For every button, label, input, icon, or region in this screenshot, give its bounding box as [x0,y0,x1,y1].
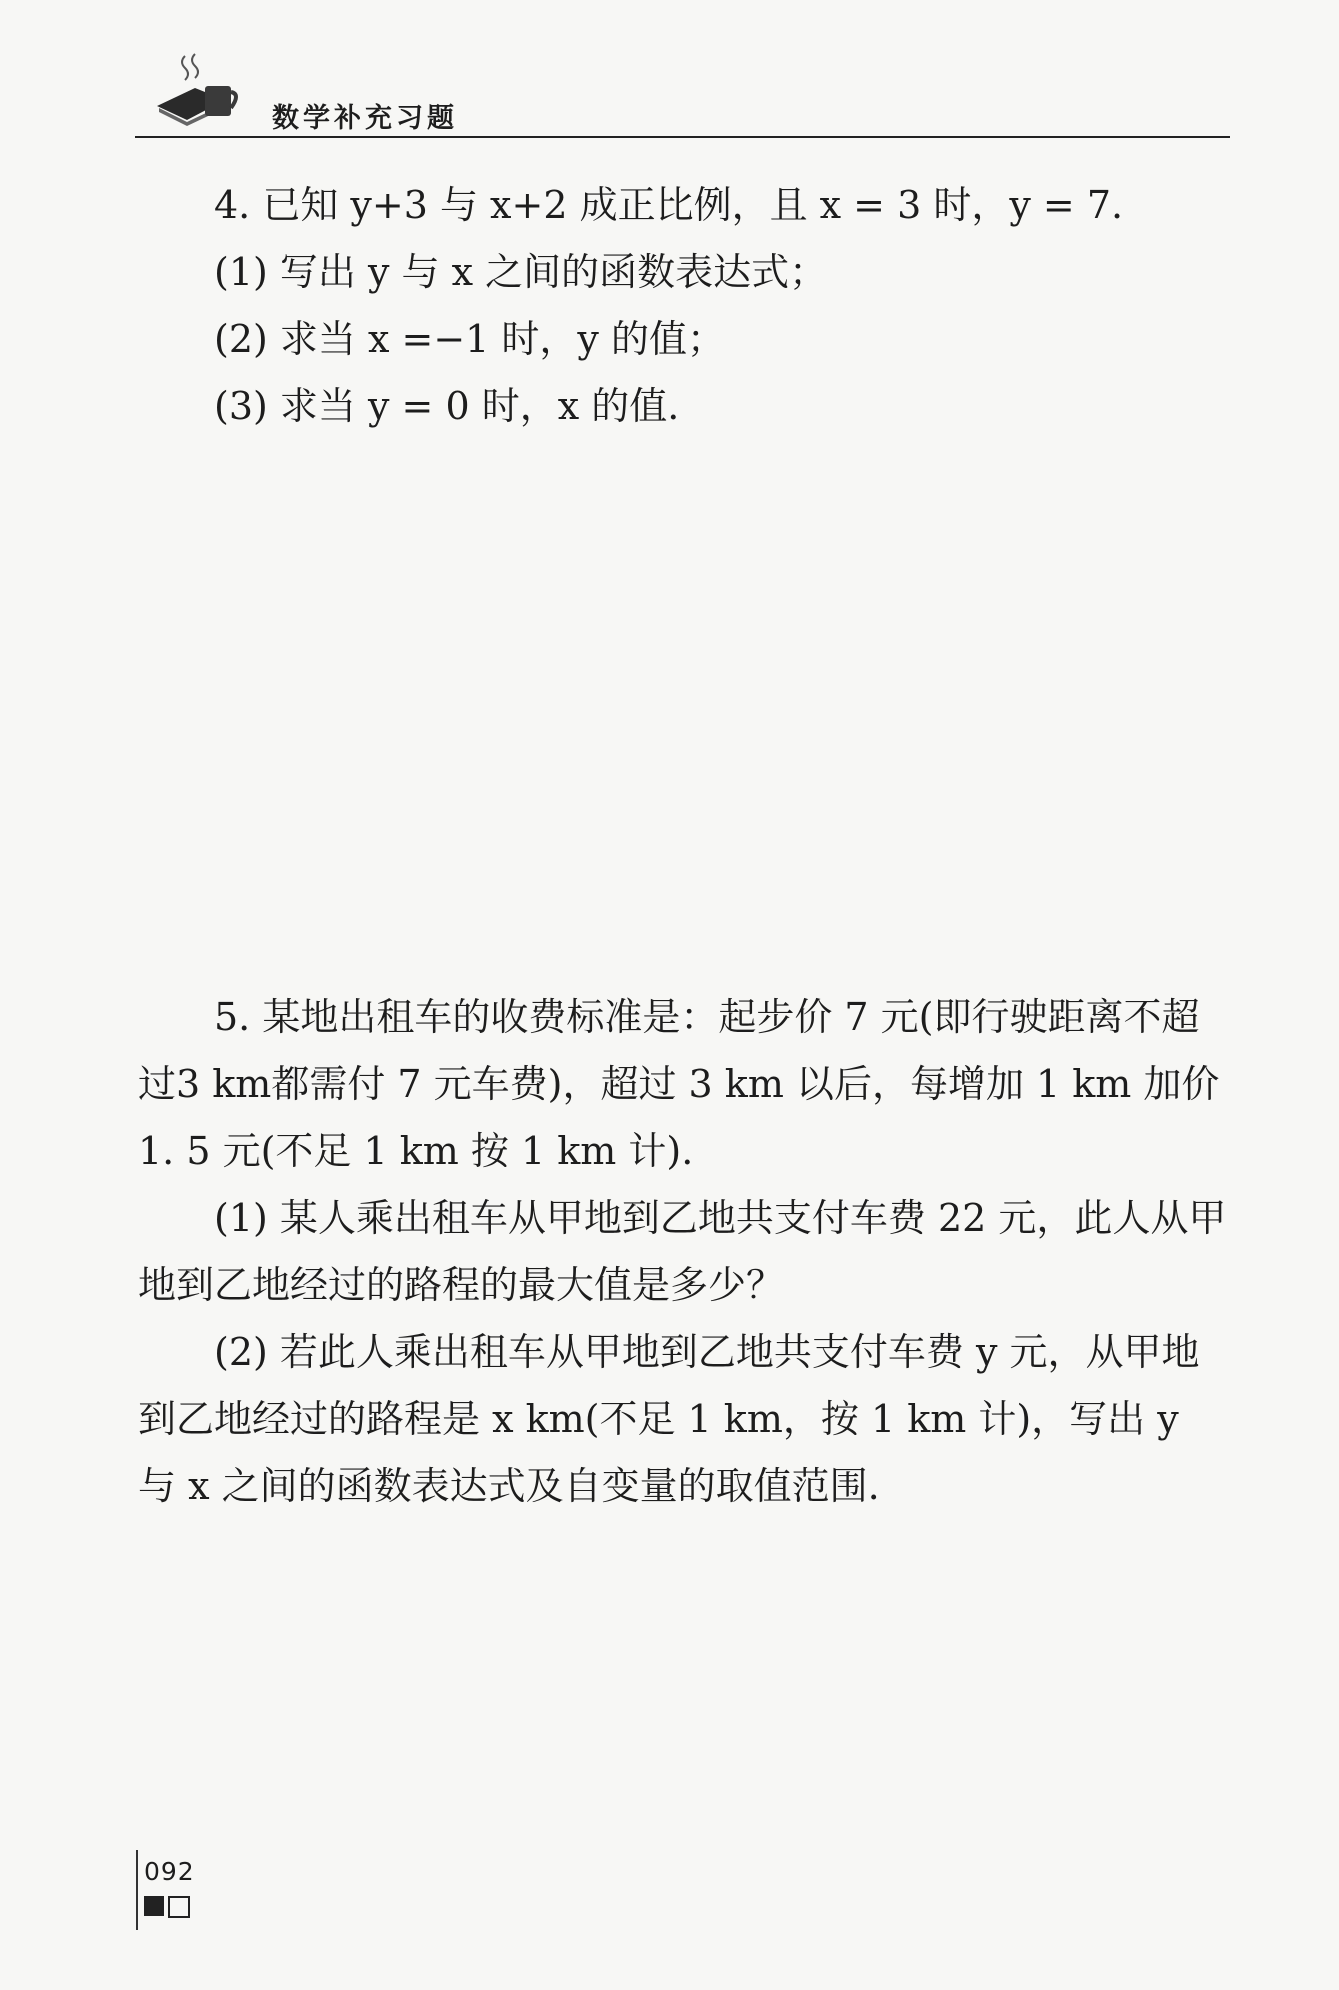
footer-bar [136,1850,138,1930]
question-5-part-2: (2) 若此人乘出租车从甲地到乙地共支付车费 y 元，从甲地到乙地经过的路程是 x km(不足 1 km，按 1 km 计)，写出 y 与 x 之间的函数表达式及自变量的取值范围. [138,1330,1200,1508]
question-5-stem: 5. 某地出租车的收费标准是：起步价 7 元(即行驶距离不超过3 km都需付 7 元车费)，超过 3 km 以后，每增加 1 km 加价1. 5 元(不足 1 km 按 1 km 计). [138,995,1220,1173]
question-4-part-3: (3) 求当 y = 0 时，x 的值. [214,384,680,428]
header-rule [135,136,1230,138]
question-4-part-1: (1) 写出 y 与 x 之间的函数表达式； [214,250,828,294]
question-4-part-2: (2) 求当 x =−1 时，y 的值； [214,317,725,361]
question-4-stem: 4. 已知 y+3 与 x+2 成正比例，且 x = 3 时，y = 7. [214,183,1124,227]
filled-square-icon [144,1896,164,1916]
empty-square-icon [168,1896,190,1918]
page-number: 092 [144,1857,195,1886]
question-5-part-1: (1) 某人乘出租车从甲地到乙地共支付车费 22 元，此人从甲地到乙地经过的路程的最大值是多少？ [138,1196,1227,1307]
book-and-cup-icon [155,48,245,128]
book-title: 数学补充习题 [272,103,458,134]
